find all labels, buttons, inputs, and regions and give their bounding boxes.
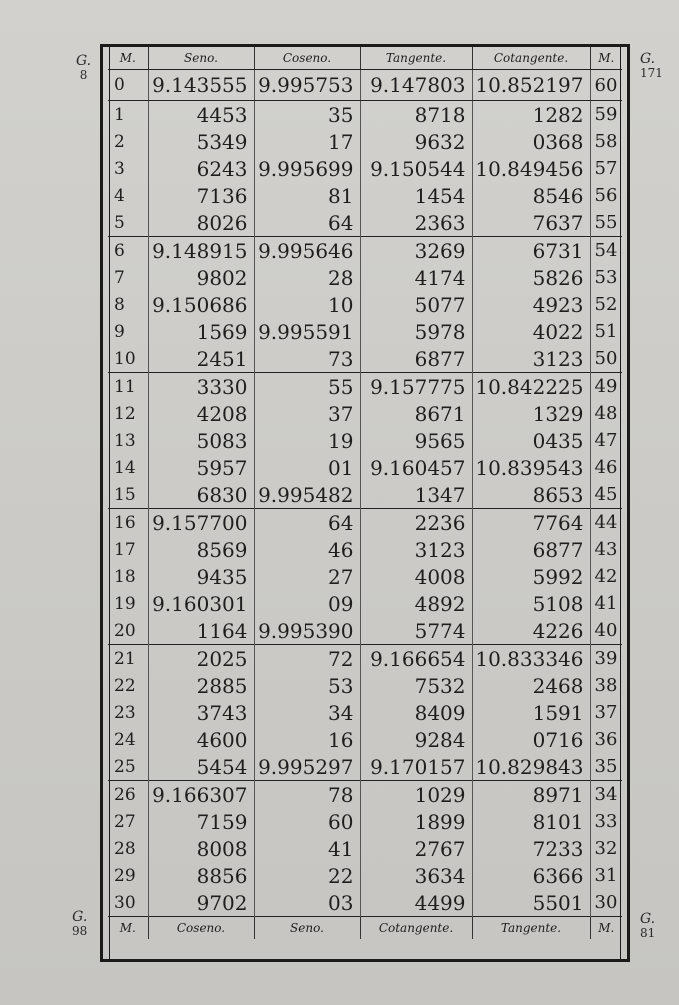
table-row — [108, 835, 622, 862]
coseno-cell: 73 — [254, 345, 360, 373]
cotangente-cell: 1329 — [472, 400, 590, 427]
header-minutes-right: M. — [590, 47, 622, 70]
minute-right-cell: 36 — [594, 729, 618, 750]
cotangente-cell: 8101 — [472, 808, 590, 835]
coseno-cell: 9.995753 — [254, 70, 360, 101]
corner-number: 81 — [640, 926, 656, 940]
tangente-cell: 7532 — [360, 672, 472, 699]
seno-cell: 9.157700 — [148, 509, 254, 537]
cotangente-cell: 5826 — [472, 264, 590, 291]
tangente-cell: 9.166654 — [360, 645, 472, 673]
seno-cell: 9.160301 — [148, 590, 254, 617]
minute-cell: 21 — [108, 645, 148, 673]
seno-cell: 5454 — [148, 753, 254, 781]
header-coseno: Coseno. — [254, 47, 360, 70]
cotangente-cell: 1591 — [472, 699, 590, 726]
minute-cell: 29 — [108, 862, 148, 889]
corner-bottom-right — [640, 912, 655, 940]
tangente-cell: 2767 — [360, 835, 472, 862]
seno-cell: 7159 — [148, 808, 254, 835]
coseno-cell: 46 — [254, 536, 360, 563]
minute-right-cell: 42 — [594, 566, 618, 587]
table-row — [108, 291, 622, 318]
tangente-cell: 4008 — [360, 563, 472, 590]
seno-cell: 1569 — [148, 318, 254, 345]
coseno-cell: 9.995591 — [254, 318, 360, 345]
table-row — [108, 373, 622, 401]
coseno-cell: 9.995699 — [254, 155, 360, 182]
cotangente-cell: 10.839543 — [472, 454, 590, 481]
table-row — [108, 209, 622, 237]
minute-right-cell: 53 — [594, 267, 618, 288]
header-minutes: M. — [108, 47, 148, 70]
minute-right-cell: 41 — [594, 593, 618, 614]
coseno-cell: 64 — [254, 209, 360, 237]
tangente-cell: 8718 — [360, 101, 472, 129]
tangente-cell: 8409 — [360, 699, 472, 726]
cotangente-cell: 10.852197 — [472, 70, 590, 101]
cotangente-cell: 6877 — [472, 536, 590, 563]
minute-right-cell: 58 — [594, 131, 618, 152]
minute-cell: 17 — [108, 536, 148, 563]
tangente-cell: 1347 — [360, 481, 472, 509]
minute-right-cell: 31 — [594, 865, 618, 886]
footer-cotangente: Cotangente. — [360, 917, 472, 940]
table-row — [108, 400, 622, 427]
tangente-cell: 8671 — [360, 400, 472, 427]
minute-right-cell: 34 — [590, 781, 622, 809]
minute-right-cell: 35 — [594, 756, 618, 777]
tangente-cell: 3634 — [360, 862, 472, 889]
tangente-cell: 9632 — [360, 128, 472, 155]
minute-right-cell: 52 — [594, 294, 618, 315]
minute-cell: 10 — [108, 345, 148, 373]
tangente-cell: 1029 — [360, 781, 472, 809]
tangente-cell: 4892 — [360, 590, 472, 617]
header-row — [108, 47, 622, 70]
minute-cell: 23 — [108, 699, 148, 726]
footer-seno: Seno. — [254, 917, 360, 940]
header-tangente: Tangente. — [360, 47, 472, 70]
corner-label: G. — [640, 51, 656, 67]
minute-cell: 1 — [108, 101, 148, 129]
minute-cell: 13 — [108, 427, 148, 454]
cotangente-cell: 10.842225 — [472, 373, 590, 401]
footer-minutes: M. — [108, 917, 148, 940]
tangente-cell: 9.157775 — [360, 373, 472, 401]
coseno-cell: 01 — [254, 454, 360, 481]
coseno-cell: 60 — [254, 808, 360, 835]
cotangente-cell: 6366 — [472, 862, 590, 889]
table-row — [108, 509, 622, 537]
table-row — [108, 264, 622, 291]
cotangente-cell: 4923 — [472, 291, 590, 318]
minute-right-cell: 54 — [590, 237, 622, 265]
minute-right-cell: 57 — [594, 158, 618, 179]
seno-cell: 9.148915 — [148, 237, 254, 265]
seno-cell: 6830 — [148, 481, 254, 509]
tangente-cell: 3269 — [360, 237, 472, 265]
cotangente-cell: 0716 — [472, 726, 590, 753]
minute-cell: 16 — [108, 509, 148, 537]
minute-right-cell: 60 — [590, 70, 622, 101]
coseno-cell: 53 — [254, 672, 360, 699]
tangente-cell: 5774 — [360, 617, 472, 645]
minute-cell: 9 — [108, 318, 148, 345]
table-row — [108, 672, 622, 699]
table-row — [108, 699, 622, 726]
seno-cell: 9435 — [148, 563, 254, 590]
coseno-cell: 55 — [254, 373, 360, 401]
minute-cell: 8 — [108, 291, 148, 318]
table-row — [108, 862, 622, 889]
seno-cell: 5349 — [148, 128, 254, 155]
corner-bottom-left — [72, 910, 87, 938]
cotangente-cell: 0368 — [472, 128, 590, 155]
coseno-cell: 64 — [254, 509, 360, 537]
cotangente-cell: 8546 — [472, 182, 590, 209]
minute-cell: 28 — [108, 835, 148, 862]
minute-right-cell: 47 — [594, 430, 618, 451]
table-row — [108, 128, 622, 155]
footer-coseno: Coseno. — [148, 917, 254, 940]
coseno-cell: 34 — [254, 699, 360, 726]
tangente-cell: 4499 — [360, 889, 472, 917]
tangente-cell: 9565 — [360, 427, 472, 454]
minute-cell: 24 — [108, 726, 148, 753]
tangente-cell: 9.170157 — [360, 753, 472, 781]
minute-right-cell: 38 — [594, 675, 618, 696]
table-row — [108, 590, 622, 617]
minute-right-cell: 49 — [590, 373, 622, 401]
minute-cell: 5 — [108, 209, 148, 237]
cotangente-cell: 10.829843 — [472, 753, 590, 781]
cotangente-cell: 7764 — [472, 509, 590, 537]
minute-cell: 14 — [108, 454, 148, 481]
seno-cell: 4453 — [148, 101, 254, 129]
seno-cell: 3743 — [148, 699, 254, 726]
minute-right-cell: 39 — [590, 645, 622, 673]
tangente-cell: 9.150544 — [360, 155, 472, 182]
coseno-cell: 9.995646 — [254, 237, 360, 265]
seno-cell: 9802 — [148, 264, 254, 291]
tangente-cell: 5077 — [360, 291, 472, 318]
tangente-cell: 4174 — [360, 264, 472, 291]
table-row — [108, 318, 622, 345]
minute-cell: 2 — [108, 128, 148, 155]
table-row — [108, 155, 622, 182]
cotangente-cell: 10.849456 — [472, 155, 590, 182]
footer-tangente: Tangente. — [472, 917, 590, 940]
coseno-cell: 19 — [254, 427, 360, 454]
seno-cell: 8569 — [148, 536, 254, 563]
tangente-cell: 3123 — [360, 536, 472, 563]
tangente-cell: 9.147803 — [360, 70, 472, 101]
coseno-cell: 9.995482 — [254, 481, 360, 509]
tangente-cell: 1899 — [360, 808, 472, 835]
minute-right-cell: 32 — [594, 838, 618, 859]
minute-cell: 18 — [108, 563, 148, 590]
seno-cell: 2885 — [148, 672, 254, 699]
seno-cell: 9702 — [148, 889, 254, 917]
minute-cell: 25 — [108, 753, 148, 781]
seno-cell: 4208 — [148, 400, 254, 427]
seno-cell: 8856 — [148, 862, 254, 889]
table-row — [108, 563, 622, 590]
seno-cell: 9.150686 — [148, 291, 254, 318]
minute-cell: 20 — [108, 617, 148, 645]
table-row — [108, 726, 622, 753]
table-row — [108, 481, 622, 509]
header-cotangente: Cotangente. — [472, 47, 590, 70]
table-row — [108, 345, 622, 373]
cotangente-cell: 0435 — [472, 427, 590, 454]
seno-cell: 5083 — [148, 427, 254, 454]
coseno-cell: 9.995390 — [254, 617, 360, 645]
corner-number: 8 — [79, 68, 88, 82]
minute-right-cell: 37 — [594, 702, 618, 723]
seno-cell: 7136 — [148, 182, 254, 209]
table-row — [108, 753, 622, 781]
tangente-cell: 5978 — [360, 318, 472, 345]
seno-cell: 9.166307 — [148, 781, 254, 809]
minute-right-cell: 43 — [594, 539, 618, 560]
minute-cell: 11 — [108, 373, 148, 401]
cotangente-cell: 5501 — [472, 889, 590, 917]
coseno-cell: 78 — [254, 781, 360, 809]
table-row — [108, 808, 622, 835]
minute-right-cell: 51 — [594, 321, 618, 342]
minute-right-cell: 30 — [594, 892, 618, 913]
coseno-cell: 28 — [254, 264, 360, 291]
coseno-cell: 22 — [254, 862, 360, 889]
table-row — [108, 182, 622, 209]
seno-cell: 3330 — [148, 373, 254, 401]
minute-cell: 7 — [108, 264, 148, 291]
cotangente-cell: 6731 — [472, 237, 590, 265]
cotangente-cell: 5108 — [472, 590, 590, 617]
tangente-cell: 9.160457 — [360, 454, 472, 481]
corner-number: 98 — [72, 924, 88, 938]
table-row — [108, 645, 622, 673]
minute-right-cell: 55 — [594, 212, 618, 233]
tangente-cell: 2363 — [360, 209, 472, 237]
corner-label: G. — [76, 53, 92, 69]
cotangente-cell: 4226 — [472, 617, 590, 645]
minute-cell: 12 — [108, 400, 148, 427]
minute-cell: 26 — [108, 781, 148, 809]
coseno-cell: 27 — [254, 563, 360, 590]
minute-cell: 22 — [108, 672, 148, 699]
seno-cell: 2451 — [148, 345, 254, 373]
coseno-cell: 35 — [254, 101, 360, 129]
minute-cell: 3 — [108, 155, 148, 182]
corner-top-right — [640, 52, 663, 80]
tangente-cell: 1454 — [360, 182, 472, 209]
cotangente-cell: 7233 — [472, 835, 590, 862]
coseno-cell: 81 — [254, 182, 360, 209]
corner-label: G. — [72, 909, 88, 925]
header-seno: Seno. — [148, 47, 254, 70]
seno-cell: 1164 — [148, 617, 254, 645]
seno-cell: 8008 — [148, 835, 254, 862]
coseno-cell: 03 — [254, 889, 360, 917]
minute-right-cell: 59 — [590, 101, 622, 129]
seno-cell: 9.143555 — [148, 70, 254, 101]
minute-right-cell: 33 — [594, 811, 618, 832]
minute-cell: 30 — [108, 889, 148, 917]
minute-cell: 27 — [108, 808, 148, 835]
corner-top-left — [76, 54, 91, 82]
table-row — [108, 70, 622, 101]
table-row — [108, 781, 622, 809]
seno-cell: 8026 — [148, 209, 254, 237]
cotangente-cell: 8653 — [472, 481, 590, 509]
cotangente-cell: 2468 — [472, 672, 590, 699]
coseno-cell: 17 — [254, 128, 360, 155]
coseno-cell: 10 — [254, 291, 360, 318]
coseno-cell: 72 — [254, 645, 360, 673]
corner-number: 171 — [640, 66, 663, 80]
cotangente-cell: 3123 — [472, 345, 590, 373]
seno-cell: 2025 — [148, 645, 254, 673]
cotangente-cell: 5992 — [472, 563, 590, 590]
minute-cell: 0 — [108, 70, 148, 101]
table-row — [108, 454, 622, 481]
tangente-cell: 2236 — [360, 509, 472, 537]
log-trig-table — [108, 47, 622, 939]
coseno-cell: 9.995297 — [254, 753, 360, 781]
tangente-cell: 9284 — [360, 726, 472, 753]
table-row — [108, 617, 622, 645]
footer-row — [108, 917, 622, 940]
table-row — [108, 427, 622, 454]
corner-label: G. — [640, 911, 656, 927]
minute-right-cell: 40 — [594, 620, 618, 641]
table-row — [108, 101, 622, 129]
cotangente-cell: 8971 — [472, 781, 590, 809]
footer-minutes-right: M. — [590, 917, 622, 940]
cotangente-cell: 10.833346 — [472, 645, 590, 673]
seno-cell: 5957 — [148, 454, 254, 481]
minute-cell: 4 — [108, 182, 148, 209]
minute-right-cell: 45 — [594, 484, 618, 505]
minute-right-cell: 50 — [594, 348, 618, 369]
cotangente-cell: 1282 — [472, 101, 590, 129]
minute-cell: 15 — [108, 481, 148, 509]
coseno-cell: 09 — [254, 590, 360, 617]
minute-cell: 6 — [108, 237, 148, 265]
table-row — [108, 536, 622, 563]
cotangente-cell: 7637 — [472, 209, 590, 237]
table-row — [108, 237, 622, 265]
tangente-cell: 6877 — [360, 345, 472, 373]
minute-right-cell: 46 — [594, 457, 618, 478]
coseno-cell: 16 — [254, 726, 360, 753]
minute-right-cell: 44 — [590, 509, 622, 537]
minute-right-cell: 56 — [594, 185, 618, 206]
coseno-cell: 41 — [254, 835, 360, 862]
seno-cell: 4600 — [148, 726, 254, 753]
table-row — [108, 889, 622, 917]
seno-cell: 6243 — [148, 155, 254, 182]
cotangente-cell: 4022 — [472, 318, 590, 345]
minute-right-cell: 48 — [594, 403, 618, 424]
coseno-cell: 37 — [254, 400, 360, 427]
minute-cell: 19 — [108, 590, 148, 617]
